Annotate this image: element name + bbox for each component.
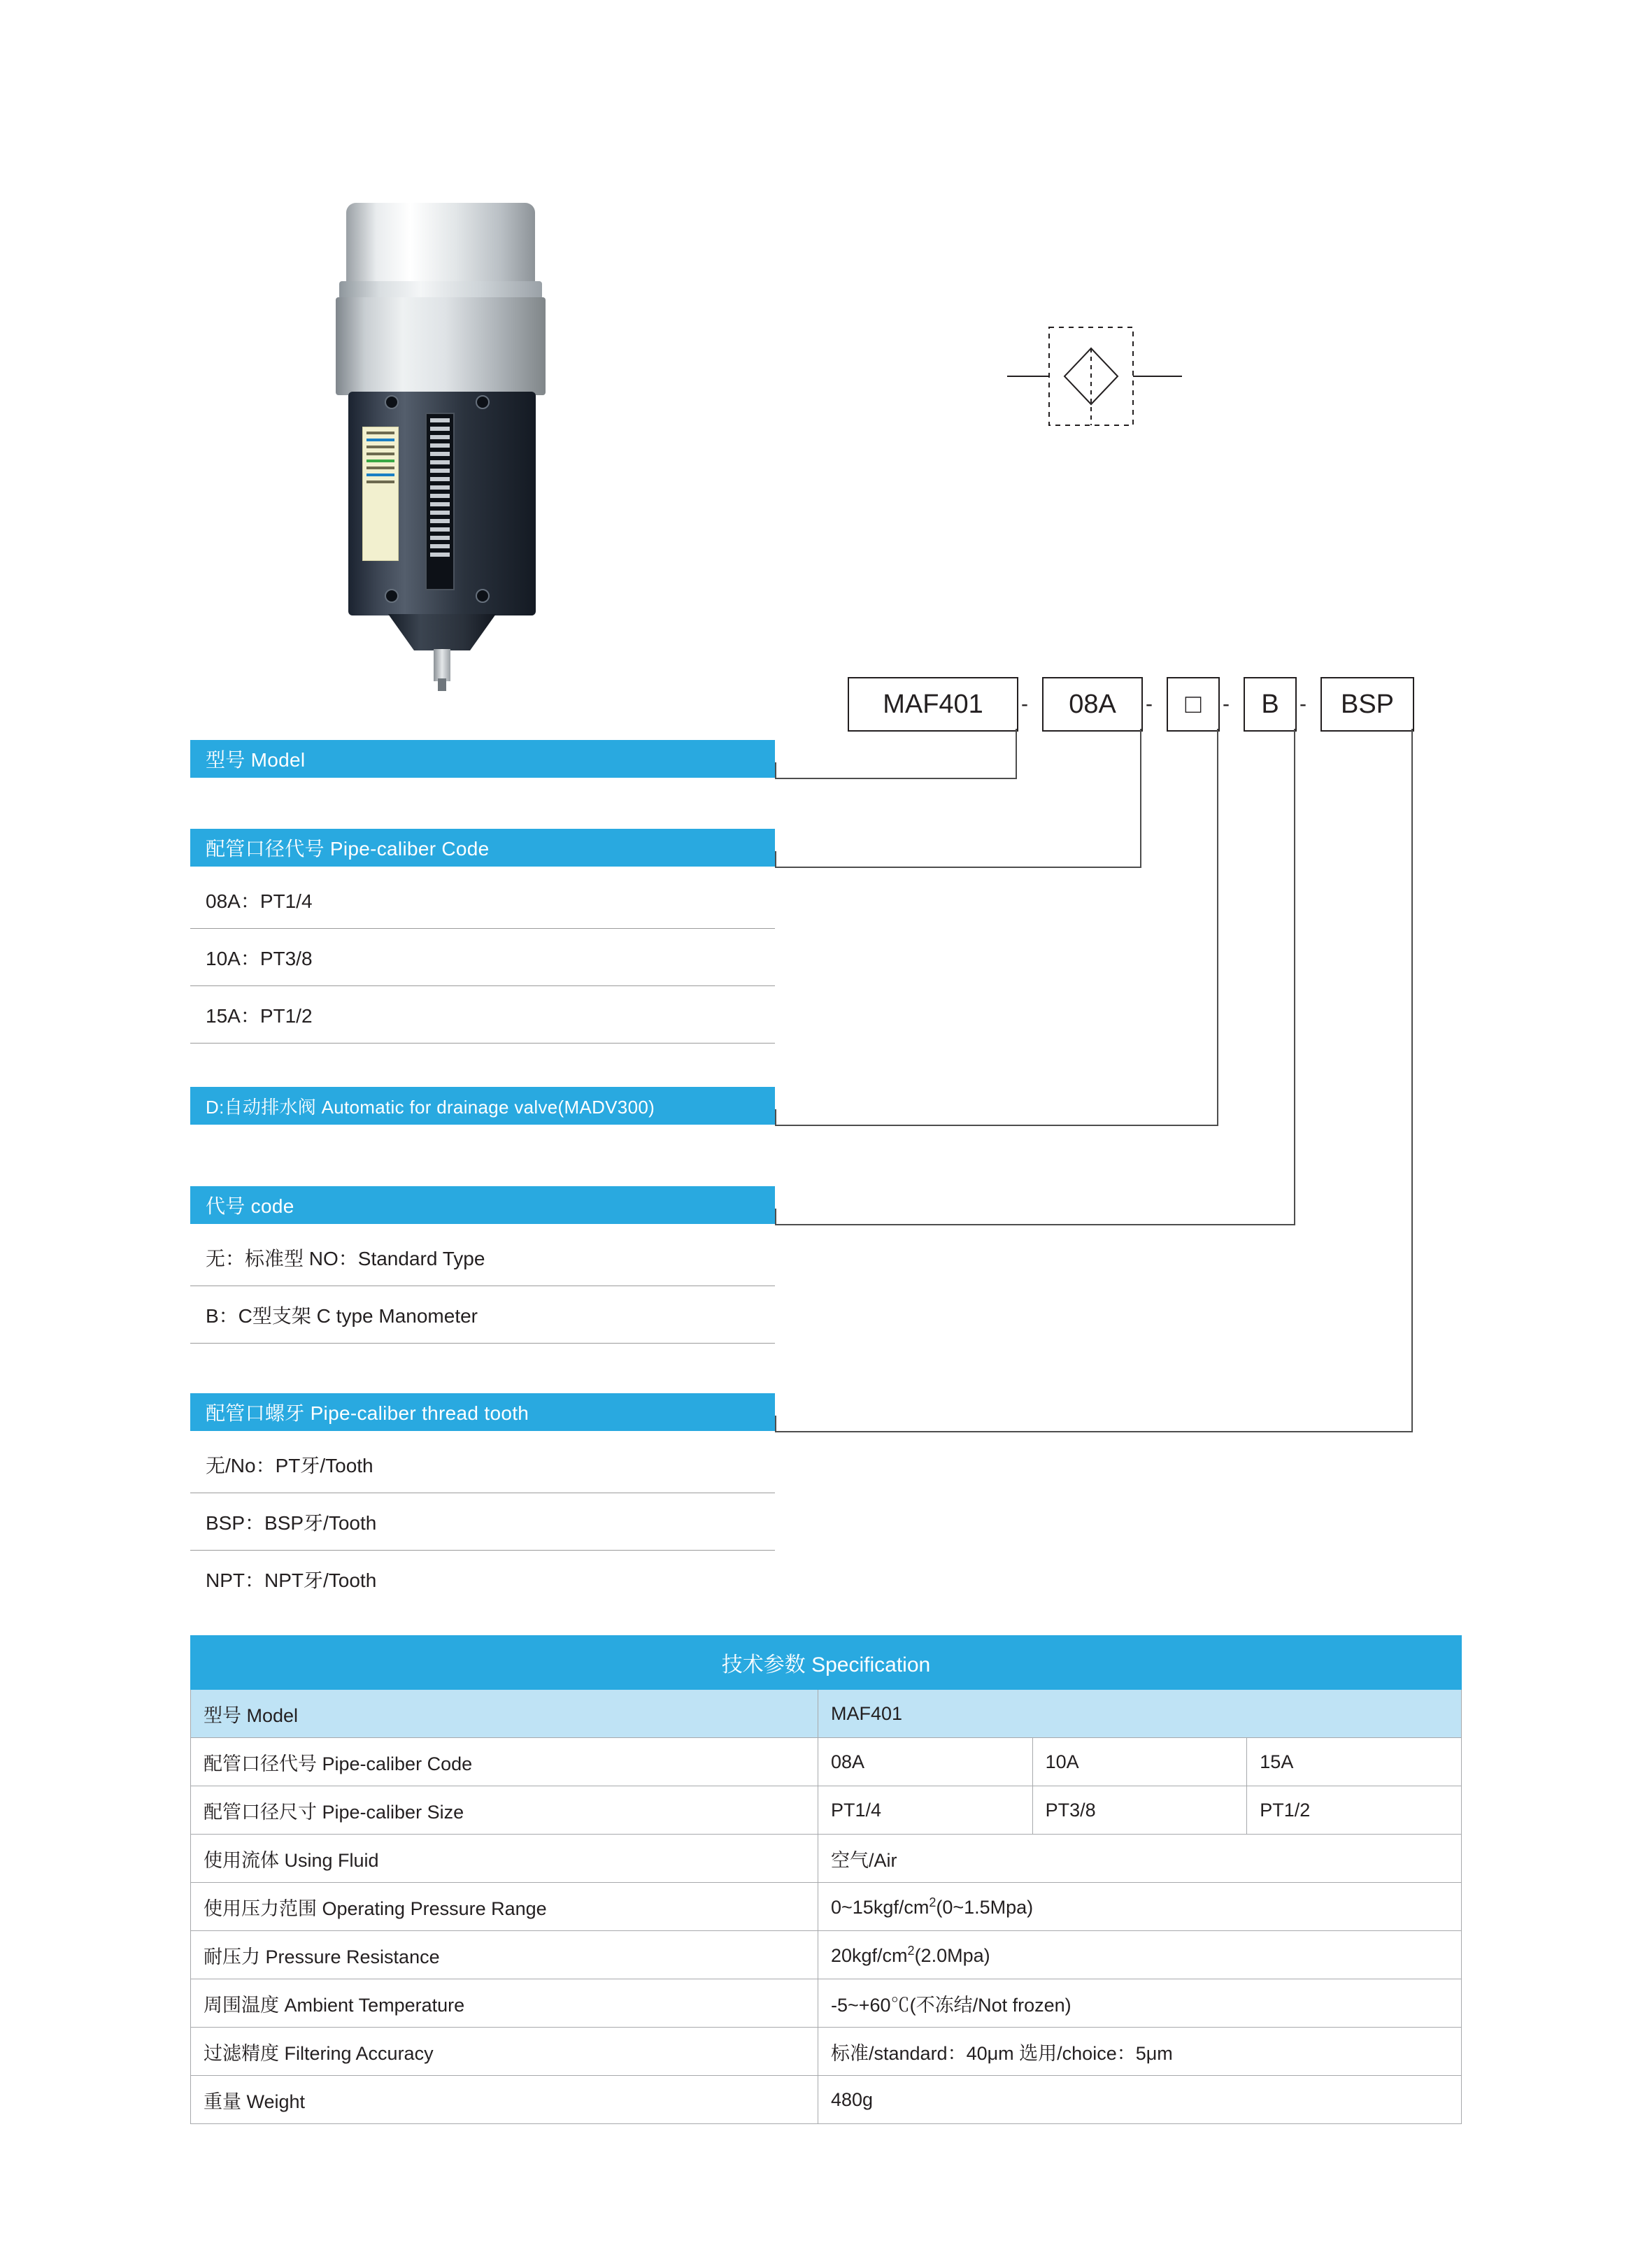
sight-mark <box>430 544 450 548</box>
bowl-sticker <box>362 427 399 561</box>
legend-bar-thread-tooth <box>190 1393 775 1431</box>
sight-mark <box>430 536 450 540</box>
spec-value: 15A <box>1247 1738 1462 1786</box>
sight-mark <box>430 452 450 456</box>
legend-label: D:自动排水阀 Automatic for drainage valve(MADV300) <box>206 1096 655 1118</box>
leader-line <box>775 1125 1218 1126</box>
leader-line <box>775 1224 1295 1225</box>
table-row <box>191 1931 1462 1979</box>
legend-label: 型号 Model <box>206 749 306 771</box>
code-dash: - <box>1299 692 1306 715</box>
leader-line <box>775 1209 776 1224</box>
sight-mark <box>430 485 450 490</box>
legend-label: 配管口径代号 Pipe-caliber Code <box>206 838 490 860</box>
legend-bar-code <box>190 1186 775 1224</box>
drain-tip <box>438 678 446 691</box>
bowl-screw <box>476 589 490 603</box>
legend-bar-model <box>190 740 775 778</box>
table-row <box>191 2076 1462 2124</box>
sight-mark <box>430 460 450 464</box>
leader-line <box>1411 729 1413 1431</box>
leader-line <box>1016 729 1017 778</box>
sticker-line-3 <box>366 446 394 448</box>
legend-row-08a <box>190 872 775 929</box>
code-part-thread: BSP <box>1320 677 1414 732</box>
legend-row-bsp-tooth <box>190 1494 775 1551</box>
legend-row-npt-tooth <box>190 1551 775 1607</box>
sight-mark <box>430 511 450 515</box>
legend-label: 无：标准型 NO：Standard Type <box>206 1248 485 1269</box>
spec-value: $0\sim 15kgf/cm^2(0\sim 1.5Mpa)$ <box>818 1883 1462 1931</box>
spec-value: 10A <box>1032 1738 1247 1786</box>
table-row <box>191 1979 1462 2028</box>
sight-mark <box>430 443 450 448</box>
leader-line <box>775 762 776 778</box>
legend-row-pt-tooth <box>190 1437 775 1493</box>
product-photo <box>301 189 581 706</box>
filter-cap <box>346 203 535 287</box>
spec-value: 480g <box>818 2076 1462 2124</box>
sticker-line-6 <box>366 467 394 469</box>
bowl-bottom <box>388 614 496 650</box>
legend-label: 15A：PT1/2 <box>206 1005 313 1027</box>
spec-value: -5~+60℃(不冻结/Not frozen) <box>818 1979 1462 2028</box>
bowl-screw <box>476 395 490 409</box>
code-dash: - <box>1021 692 1028 715</box>
leader-line <box>775 1109 776 1125</box>
code-dash: - <box>1146 692 1153 715</box>
leader-line <box>1217 729 1218 1125</box>
legend-label: B：C型支架 C type Manometer <box>206 1305 478 1327</box>
spec-label: 使用流体 Using Fluid <box>191 1835 818 1883</box>
sticker-line-1 <box>366 432 394 434</box>
code-part-code: B <box>1244 677 1297 732</box>
spec-value: 08A <box>818 1738 1033 1786</box>
pneumatic-symbol <box>1007 315 1203 455</box>
code-dash: - <box>1223 692 1230 715</box>
sight-mark <box>430 553 450 557</box>
sight-glass <box>425 413 455 590</box>
sticker-line-5 <box>366 460 394 462</box>
table-title-row <box>191 1636 1462 1690</box>
table-row <box>191 2028 1462 2076</box>
spec-value: PT1/2 <box>1247 1786 1462 1835</box>
specification-table <box>190 1635 1462 2124</box>
leader-line <box>775 867 1141 868</box>
legend-bar-drainage-valve <box>190 1087 775 1125</box>
spec-label: 周围温度 Ambient Temperature <box>191 1979 818 2028</box>
spec-value: PT1/4 <box>818 1786 1033 1835</box>
spec-label: 重量 Weight <box>191 2076 818 2124</box>
code-part-model: MAF401 <box>848 677 1018 732</box>
code-part-drain: □ <box>1167 677 1220 732</box>
sight-mark <box>430 469 450 473</box>
table-row <box>191 1738 1462 1786</box>
sight-mark <box>430 494 450 498</box>
spec-value: MAF401 <box>818 1690 1462 1738</box>
legend-bar-pipe-caliber-code <box>190 829 775 867</box>
leader-line <box>775 1416 776 1431</box>
legend-label: 08A：PT1/4 <box>206 890 313 912</box>
spec-value: 空气/Air <box>818 1835 1462 1883</box>
sticker-line-7 <box>366 474 394 476</box>
sight-mark <box>430 519 450 523</box>
spec-label: 耐压力 Pressure Resistance <box>191 1931 818 1979</box>
sticker-line-2 <box>366 439 394 441</box>
spec-label: 配管口径代号 Pipe-caliber Code <box>191 1738 818 1786</box>
legend-label: 配管口螺牙 Pipe-caliber thread tooth <box>206 1402 529 1424</box>
sight-mark <box>430 435 450 439</box>
legend-label: BSP：BSP牙/Tooth <box>206 1512 377 1534</box>
table-row <box>191 1690 1462 1738</box>
sight-mark <box>430 502 450 506</box>
sticker-line-8 <box>366 480 394 483</box>
spec-label: 使用压力范围 Operating Pressure Range <box>191 1883 818 1931</box>
spec-value: PT3/8 <box>1032 1786 1247 1835</box>
filter-neck <box>336 297 546 395</box>
leader-line <box>775 851 776 867</box>
bowl-screw <box>385 395 399 409</box>
spec-label: 过滤精度 Filtering Accuracy <box>191 2028 818 2076</box>
legend-row-c-type <box>190 1287 775 1344</box>
leader-line <box>775 778 1017 779</box>
spec-value: $20kgf/cm^2(2.0Mpa)$ <box>818 1931 1462 1979</box>
legend-label: 代号 code <box>206 1195 294 1217</box>
legend-row-15a <box>190 987 775 1044</box>
drain-valve <box>434 649 450 681</box>
legend-row-10a <box>190 930 775 986</box>
sight-mark <box>430 477 450 481</box>
sight-mark <box>430 427 450 431</box>
leader-line <box>775 1431 1413 1432</box>
spec-label: 型号 Model <box>191 1690 818 1738</box>
sight-mark <box>430 418 450 422</box>
sight-mark <box>430 527 450 532</box>
table-row <box>191 1883 1462 1931</box>
sticker-line-4 <box>366 453 394 455</box>
legend-label: 无/No：PT牙/Tooth <box>206 1455 373 1476</box>
legend-label: 10A：PT3/8 <box>206 948 313 969</box>
bowl-screw <box>385 589 399 603</box>
table-row <box>191 1786 1462 1835</box>
table-row <box>191 1835 1462 1883</box>
spec-title: 技术参数 Specification <box>191 1636 1462 1690</box>
code-part-caliber: 08A <box>1042 677 1143 732</box>
leader-line <box>1140 729 1141 867</box>
legend-label: NPT：NPT牙/Tooth <box>206 1569 377 1591</box>
leader-line <box>1294 729 1295 1224</box>
spec-value: 标准/standard：40μm 选用/choice：5μm <box>818 2028 1462 2076</box>
spec-label: 配管口径尺寸 Pipe-caliber Size <box>191 1786 818 1835</box>
legend-row-standard-type <box>190 1230 775 1286</box>
